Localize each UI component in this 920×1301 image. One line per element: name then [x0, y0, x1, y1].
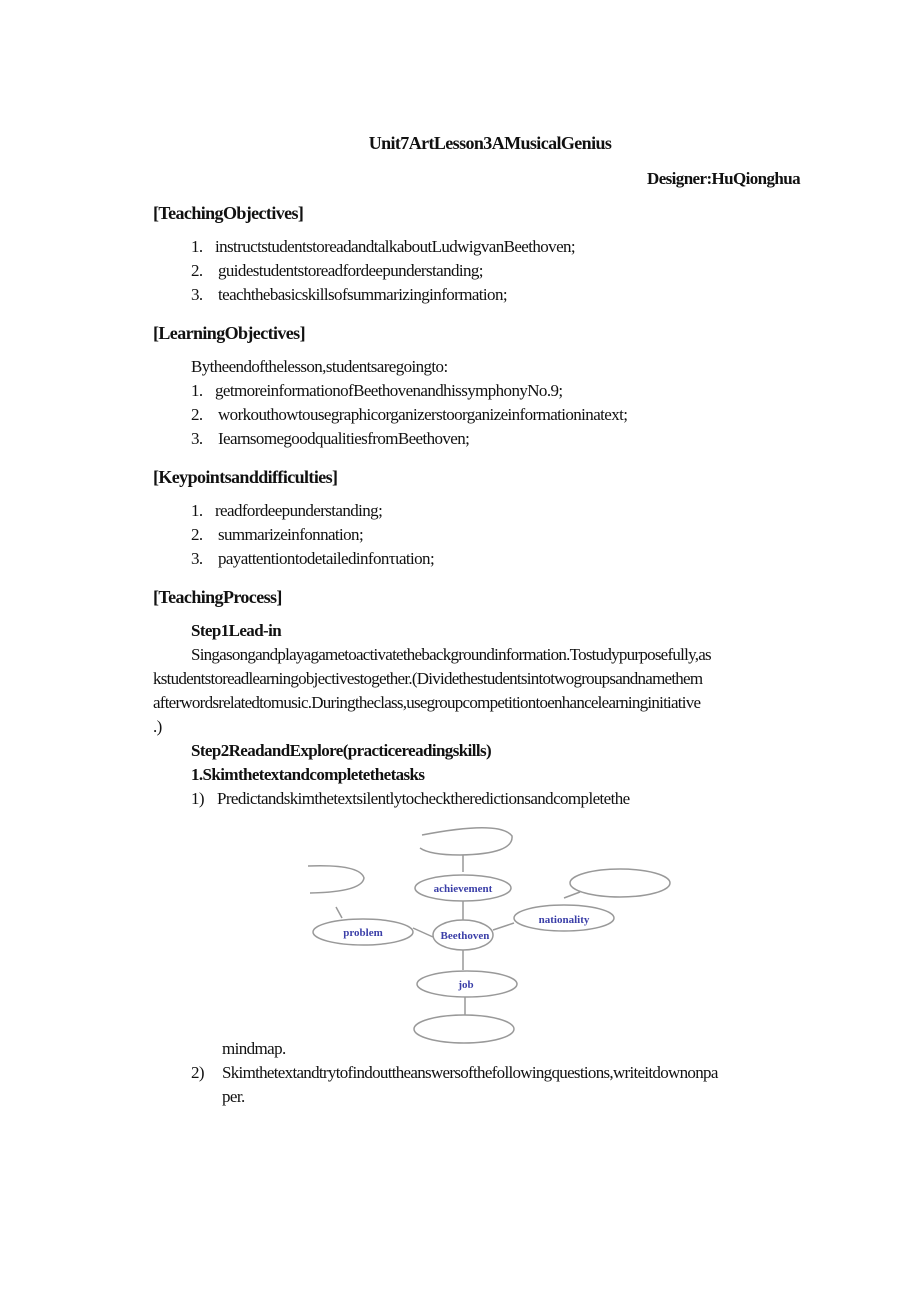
list-number: 1.	[191, 381, 203, 400]
paragraph-line: Singasongandplayagametoactivatethebackgroundinformation.Tostudypurposefully,as	[191, 645, 711, 664]
intro-text: Bytheendofthelesson,studentsaregoingto:	[191, 357, 448, 376]
keypoints-heading: [Keypointsanddifficulties]	[153, 467, 338, 487]
list-number: 3.	[191, 285, 203, 304]
learning-objectives-heading: [LearningObjectives]	[153, 323, 305, 343]
step2-title: Step2ReadandExplore(practicereadingskills)	[191, 741, 492, 760]
list-item: workouthowtousegraphicorganizerstoorganizeinformationinatext;	[218, 405, 628, 424]
paragraph-line: .)	[153, 717, 162, 736]
blank-node	[570, 869, 670, 897]
list-item: Skimthetextandtrytofindouttheanswersofthefollowingquestions,writeitdownonpa	[222, 1063, 718, 1082]
list-item: summarizeinfonnation;	[218, 525, 364, 544]
blank-node	[414, 1015, 514, 1043]
list-number: 1.	[191, 237, 203, 256]
node-label: job	[458, 979, 474, 991]
list-number: 1.	[191, 501, 203, 520]
paragraph-line: afterwordsrelatedtomusic.Duringtheclass,usegroupcompetitiontoenhancelearninginitiative	[153, 693, 701, 712]
document-title: Unit7ArtLesson3AMusicalGenius	[368, 133, 612, 153]
list-number: 2.	[191, 525, 203, 544]
list-number: 3.	[191, 549, 203, 568]
list-item: Predictandskimthetextsilentlytochecktheredictionsandcompletethe	[217, 789, 630, 808]
list-item-continuation: per.	[222, 1087, 245, 1106]
teaching-objectives-heading: [TeachingObjectives]	[153, 203, 304, 223]
mind-map	[300, 820, 680, 1050]
node-label: achievement	[433, 883, 493, 895]
paragraph-line: kstudentstoreadlearningobjectivestogether.(Dividethestudentsintotwogroupsandnamethem	[153, 669, 703, 688]
list-item: payattentiontodetailedinfonτιation;	[218, 549, 435, 568]
list-number: 3.	[191, 429, 203, 448]
list-number: 2)	[191, 1063, 204, 1082]
list-item: instructstudentstoreadandtalkaboutLudwigvanBeethoven;	[215, 237, 576, 256]
designer: Designer:HuQionghua	[647, 169, 800, 188]
step1-title: Step1Lead-in	[191, 621, 282, 640]
list-item: readfordeepunderstanding;	[215, 501, 383, 520]
list-number: 2.	[191, 405, 203, 424]
blank-node	[308, 866, 364, 893]
node-label: nationality	[538, 914, 590, 926]
list-number: 2.	[191, 261, 203, 280]
list-item: getmoreinformationofBeethovenandhissymphonyNo.9;	[215, 381, 563, 400]
node-label: problem	[343, 927, 383, 939]
list-item-continuation: mindmap.	[222, 1039, 286, 1058]
blank-node	[420, 828, 512, 855]
step2-subtitle: 1.Skimthetextandcompletethetasks	[191, 765, 425, 784]
list-item: teachthebasicskillsofsummarizinginformation;	[218, 285, 507, 304]
list-item: guidestudentstoreadfordeepunderstanding;	[218, 261, 483, 280]
list-number: 1)	[191, 789, 204, 808]
center-label: Beethoven	[440, 930, 490, 942]
list-item: IearnsomegoodqualitiesfromBeethoven;	[218, 429, 470, 448]
teaching-process-heading: [TeachingProcess]	[153, 587, 282, 607]
